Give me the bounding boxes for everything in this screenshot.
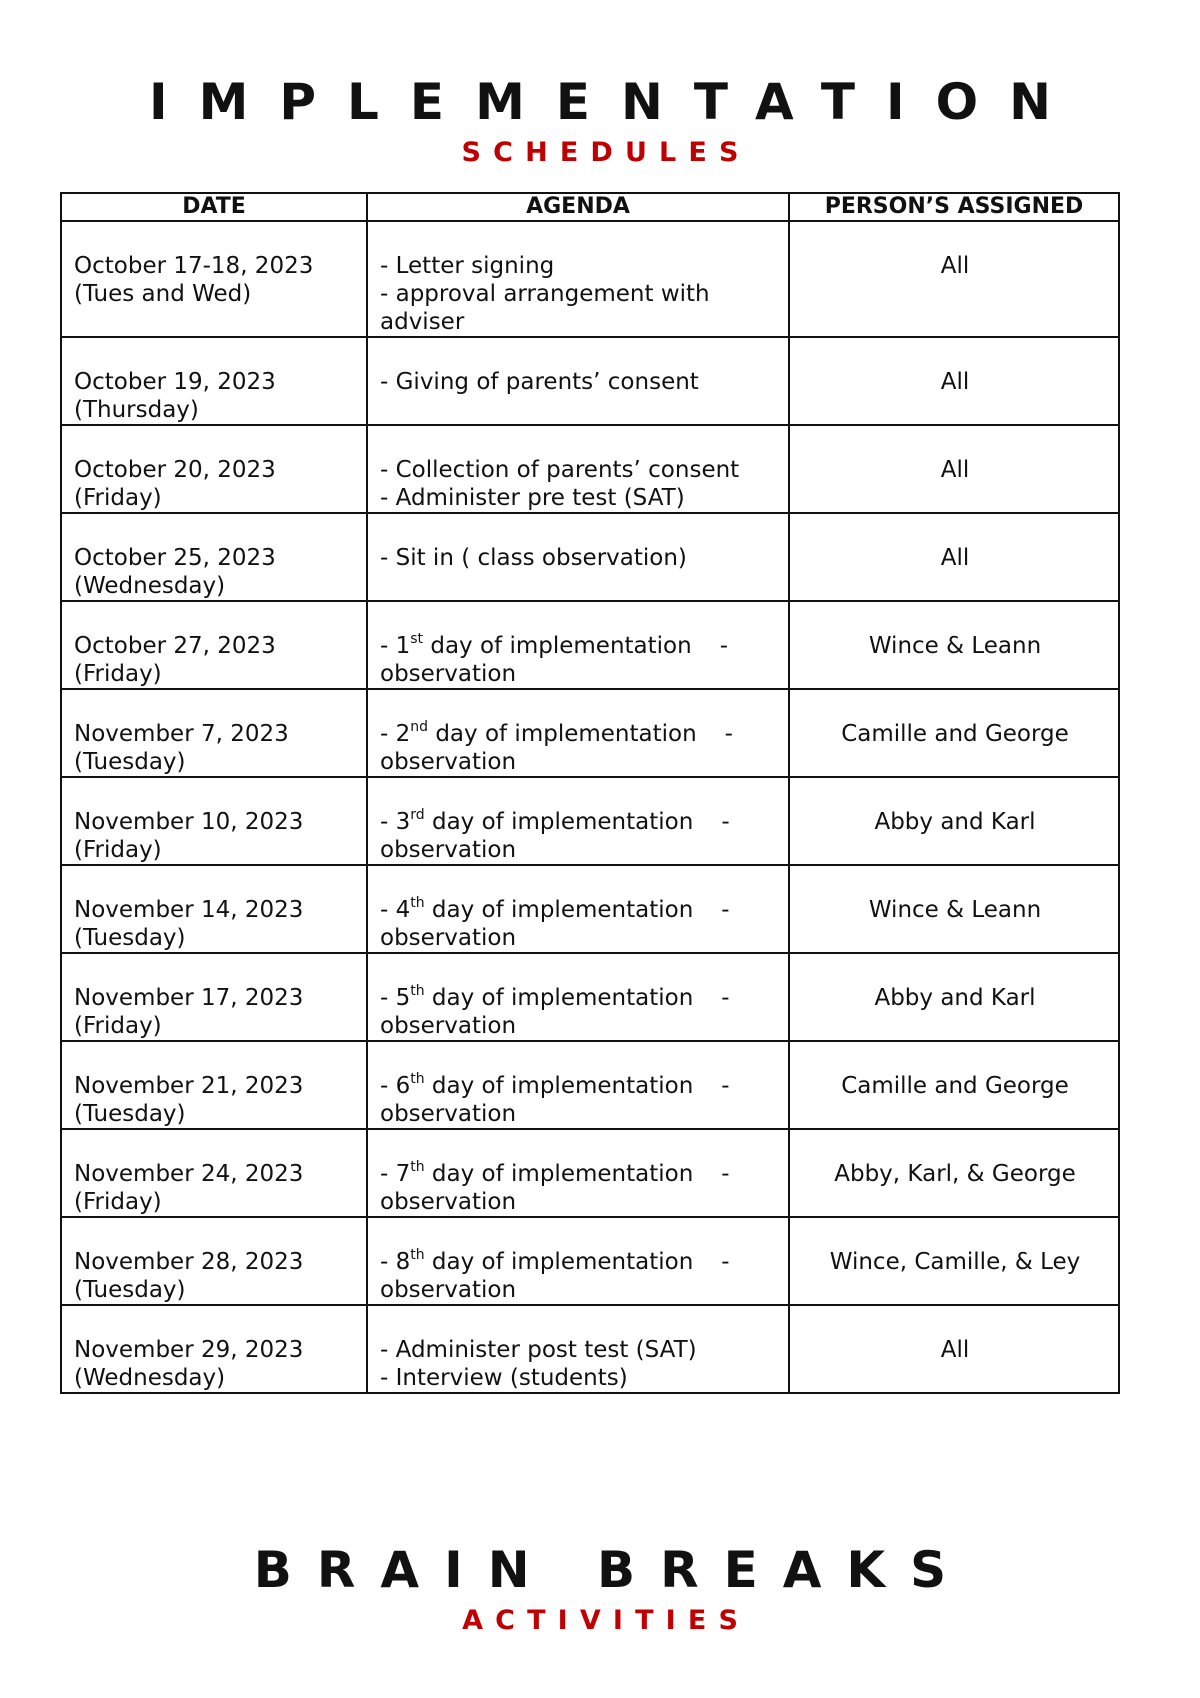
day-number: - 7 bbox=[380, 1161, 411, 1187]
dash-separator: - bbox=[724, 721, 733, 747]
person-cell: All bbox=[789, 221, 1119, 337]
day-text: (Thursday) bbox=[74, 397, 199, 423]
date-text: November 14, 2023 bbox=[74, 897, 304, 923]
agenda-text: day of implementation bbox=[424, 1249, 694, 1275]
day-text: (Tuesday) bbox=[74, 1101, 186, 1127]
dash-separator: - bbox=[721, 1073, 730, 1099]
date-cell bbox=[61, 337, 367, 425]
table-row bbox=[61, 865, 1119, 953]
agenda-cell bbox=[367, 337, 789, 425]
ordinal-suffix: st bbox=[410, 631, 424, 647]
day-text: (Friday) bbox=[74, 1189, 162, 1215]
agenda-item: - Collection of parents’ consent bbox=[380, 457, 740, 483]
day-number: - 1 bbox=[380, 633, 411, 659]
agenda-item: observation bbox=[380, 1189, 517, 1215]
ordinal-suffix: nd bbox=[410, 719, 429, 735]
person-cell: All bbox=[789, 337, 1119, 425]
table-row bbox=[61, 513, 1119, 601]
day-number: - 6 bbox=[380, 1073, 411, 1099]
agenda-item bbox=[380, 984, 778, 1012]
day-number: - 3 bbox=[380, 809, 411, 835]
agenda-cell bbox=[367, 513, 789, 601]
date-text: October 20, 2023 bbox=[74, 457, 276, 483]
date-cell bbox=[61, 1305, 367, 1393]
dash-separator: - bbox=[721, 1249, 730, 1275]
ordinal-suffix: th bbox=[410, 983, 425, 999]
date-text: November 17, 2023 bbox=[74, 985, 304, 1011]
person-cell: Wince, Camille, & Ley bbox=[789, 1217, 1119, 1305]
ordinal-suffix: th bbox=[410, 1071, 425, 1087]
day-text: (Friday) bbox=[74, 837, 162, 863]
ordinal-suffix: th bbox=[410, 895, 425, 911]
agenda-item bbox=[380, 1072, 778, 1100]
person-cell: Abby, Karl, & George bbox=[789, 1129, 1119, 1217]
ordinal-suffix: th bbox=[410, 1159, 425, 1175]
person-cell: Abby and Karl bbox=[789, 777, 1119, 865]
agenda-item bbox=[380, 1160, 778, 1188]
agenda-item: observation bbox=[380, 925, 517, 951]
date-cell bbox=[61, 513, 367, 601]
agenda-item bbox=[380, 632, 778, 660]
day-number: - 5 bbox=[380, 985, 411, 1011]
agenda-item: observation bbox=[380, 1013, 517, 1039]
person-cell: Wince & Leann bbox=[789, 865, 1119, 953]
date-text: November 24, 2023 bbox=[74, 1161, 304, 1187]
table-header-row bbox=[61, 193, 1119, 221]
column-header-agenda: AGENDA bbox=[367, 193, 789, 221]
agenda-item: - Sit in ( class observation) bbox=[380, 545, 687, 571]
agenda-item bbox=[380, 896, 778, 924]
date-text: November 29, 2023 bbox=[74, 1337, 304, 1363]
table-row bbox=[61, 425, 1119, 513]
agenda-item: observation bbox=[380, 837, 517, 863]
day-number: - 4 bbox=[380, 897, 411, 923]
day-text: (Tuesday) bbox=[74, 925, 186, 951]
page-title: IMPLEMENTATION bbox=[149, 73, 1082, 131]
agenda-text: day of implementation bbox=[424, 809, 694, 835]
ordinal-suffix: rd bbox=[410, 807, 425, 823]
date-text: October 17-18, 2023 bbox=[74, 253, 314, 279]
column-header-date: DATE bbox=[61, 193, 367, 221]
agenda-item: - Administer post test (SAT) bbox=[380, 1337, 697, 1363]
person-cell: All bbox=[789, 1305, 1119, 1393]
day-text: (Wednesday) bbox=[74, 1365, 226, 1391]
agenda-cell bbox=[367, 601, 789, 689]
agenda-cell bbox=[367, 221, 789, 337]
day-text: (Wednesday) bbox=[74, 573, 226, 599]
dash-separator: - bbox=[719, 633, 729, 659]
table-row bbox=[61, 1217, 1119, 1305]
agenda-item: - Administer pre test (SAT) bbox=[380, 485, 685, 511]
agenda-cell bbox=[367, 865, 789, 953]
day-text: (Friday) bbox=[74, 485, 162, 511]
date-cell bbox=[61, 777, 367, 865]
table-row bbox=[61, 689, 1119, 777]
agenda-cell bbox=[367, 777, 789, 865]
person-cell: Abby and Karl bbox=[789, 953, 1119, 1041]
agenda-cell bbox=[367, 953, 789, 1041]
day-text: (Tues and Wed) bbox=[74, 281, 252, 307]
table-row bbox=[61, 337, 1119, 425]
agenda-cell bbox=[367, 425, 789, 513]
date-cell bbox=[61, 425, 367, 513]
date-cell bbox=[61, 601, 367, 689]
table-row bbox=[61, 1041, 1119, 1129]
day-text: (Tuesday) bbox=[74, 749, 186, 775]
agenda-item bbox=[380, 1248, 778, 1276]
table-row bbox=[61, 1305, 1119, 1393]
agenda-item: observation bbox=[380, 749, 517, 775]
dash-separator: - bbox=[721, 809, 730, 835]
date-text: October 25, 2023 bbox=[74, 545, 276, 571]
dash-separator: - bbox=[721, 897, 730, 923]
table-row bbox=[61, 221, 1119, 337]
agenda-cell bbox=[367, 1217, 789, 1305]
agenda-text: day of implementation bbox=[424, 897, 694, 923]
day-number: - 2 bbox=[380, 721, 411, 747]
date-text: October 19, 2023 bbox=[74, 369, 276, 395]
date-cell bbox=[61, 221, 367, 337]
table-row bbox=[61, 1129, 1119, 1217]
agenda-item bbox=[380, 720, 778, 748]
agenda-text: day of implementation bbox=[424, 985, 694, 1011]
agenda-text: day of implementation bbox=[423, 633, 692, 659]
date-text: October 27, 2023 bbox=[74, 633, 276, 659]
date-cell bbox=[61, 953, 367, 1041]
agenda-cell bbox=[367, 1305, 789, 1393]
person-cell: Wince & Leann bbox=[789, 601, 1119, 689]
agenda-item: - Interview (students) bbox=[380, 1365, 628, 1391]
date-cell bbox=[61, 1217, 367, 1305]
schedule-table bbox=[60, 192, 1120, 1394]
column-header-persons: PERSON’S ASSIGNED bbox=[789, 193, 1119, 221]
date-text: November 7, 2023 bbox=[74, 721, 289, 747]
agenda-cell bbox=[367, 689, 789, 777]
person-cell: Camille and George bbox=[789, 1041, 1119, 1129]
agenda-item: - approval arrangement with adviser bbox=[380, 281, 710, 335]
agenda-item: observation bbox=[380, 1101, 517, 1127]
person-cell: All bbox=[789, 513, 1119, 601]
agenda-item: - Letter signing bbox=[380, 253, 555, 279]
agenda-item: - Giving of parents’ consent bbox=[380, 369, 699, 395]
day-text: (Friday) bbox=[74, 661, 162, 687]
person-cell: All bbox=[789, 425, 1119, 513]
dash-separator: - bbox=[721, 1161, 730, 1187]
table-row bbox=[61, 777, 1119, 865]
agenda-text: day of implementation bbox=[424, 1073, 694, 1099]
section-title: BRAIN BREAKS bbox=[253, 1541, 972, 1599]
agenda-text: day of implementation bbox=[428, 721, 697, 747]
date-cell bbox=[61, 1041, 367, 1129]
day-text: (Friday) bbox=[74, 1013, 162, 1039]
agenda-item: observation bbox=[380, 1277, 517, 1303]
day-number: - 8 bbox=[380, 1249, 411, 1275]
ordinal-suffix: th bbox=[410, 1247, 425, 1263]
agenda-item: observation bbox=[380, 661, 517, 687]
date-text: November 10, 2023 bbox=[74, 809, 304, 835]
dash-separator: - bbox=[721, 985, 730, 1011]
agenda-cell bbox=[367, 1041, 789, 1129]
date-cell bbox=[61, 689, 367, 777]
section-subtitle: ACTIVITIES bbox=[462, 1605, 751, 1636]
agenda-item bbox=[380, 808, 778, 836]
day-text: (Tuesday) bbox=[74, 1277, 186, 1303]
date-text: November 28, 2023 bbox=[74, 1249, 304, 1275]
table-row bbox=[61, 953, 1119, 1041]
date-cell bbox=[61, 1129, 367, 1217]
page-subtitle: SCHEDULES bbox=[461, 137, 751, 168]
agenda-cell bbox=[367, 1129, 789, 1217]
table-row bbox=[61, 601, 1119, 689]
agenda-text: day of implementation bbox=[424, 1161, 694, 1187]
date-cell bbox=[61, 865, 367, 953]
person-cell: Camille and George bbox=[789, 689, 1119, 777]
date-text: November 21, 2023 bbox=[74, 1073, 304, 1099]
